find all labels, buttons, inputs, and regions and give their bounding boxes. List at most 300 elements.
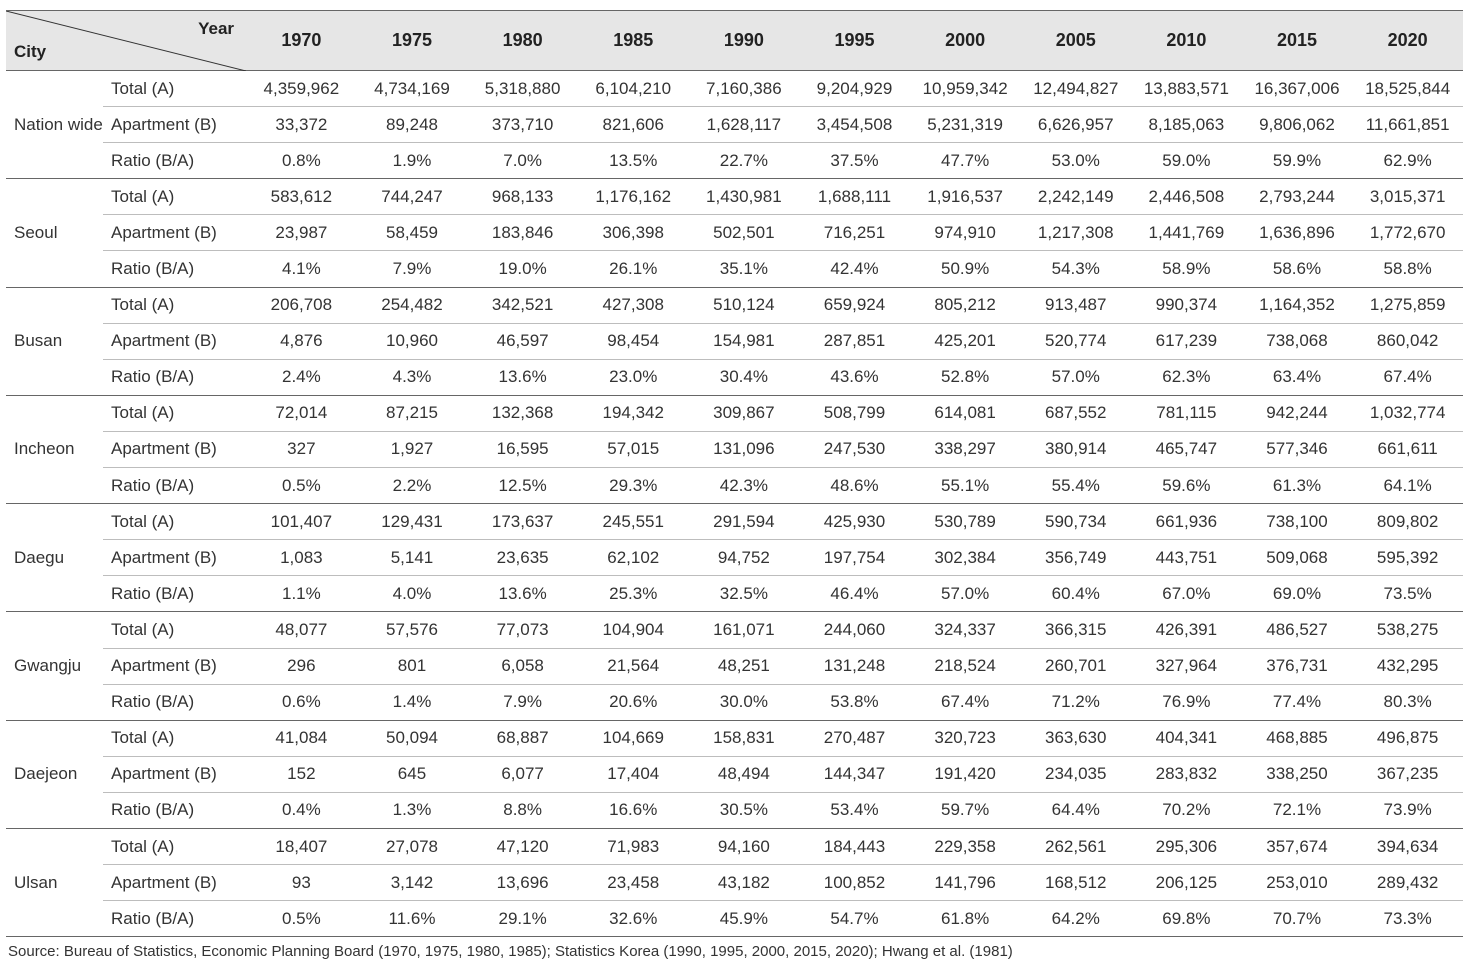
table-body (6, 71, 1463, 937)
value-cell: 1,176,162 (578, 179, 689, 215)
value-cell: 94,160 (689, 828, 800, 864)
city-cell: Seoul (6, 179, 103, 287)
value-cell: 468,885 (1242, 720, 1353, 756)
value-cell: 3,454,508 (799, 107, 910, 143)
value-cell: 5,141 (357, 540, 468, 576)
value-cell: 93 (246, 865, 357, 901)
year-header: 1995 (799, 11, 910, 71)
value-cell: 20.6% (578, 684, 689, 720)
metric-label: Ratio (B/A) (103, 251, 246, 287)
value-cell: 327,964 (1131, 648, 1242, 684)
table-row (6, 720, 1463, 756)
value-cell: 46.4% (799, 576, 910, 612)
value-cell: 29.3% (578, 468, 689, 504)
value-cell: 18,525,844 (1352, 71, 1463, 107)
value-cell: 132,368 (467, 395, 578, 431)
header-row (6, 11, 1463, 71)
value-cell: 89,248 (357, 107, 468, 143)
value-cell: 18,407 (246, 828, 357, 864)
table-row (6, 107, 1463, 143)
value-cell: 432,295 (1352, 648, 1463, 684)
metric-label: Ratio (B/A) (103, 684, 246, 720)
value-cell: 860,042 (1352, 323, 1463, 359)
value-cell: 538,275 (1352, 612, 1463, 648)
value-cell: 62,102 (578, 540, 689, 576)
value-cell: 244,060 (799, 612, 910, 648)
value-cell: 194,342 (578, 395, 689, 431)
city-cell: Incheon (6, 395, 103, 503)
table-row (6, 251, 1463, 287)
value-cell: 58.8% (1352, 251, 1463, 287)
value-cell: 254,482 (357, 287, 468, 323)
value-cell: 10,959,342 (910, 71, 1021, 107)
value-cell: 57.0% (1020, 359, 1131, 395)
value-cell: 486,527 (1242, 612, 1353, 648)
table-row (6, 865, 1463, 901)
value-cell: 71,983 (578, 828, 689, 864)
value-cell: 1,083 (246, 540, 357, 576)
year-header: 2000 (910, 11, 1021, 71)
value-cell: 661,936 (1131, 504, 1242, 540)
value-cell: 42.3% (689, 468, 800, 504)
value-cell: 10,960 (357, 323, 468, 359)
value-cell: 9,806,062 (1242, 107, 1353, 143)
value-cell: 154,981 (689, 323, 800, 359)
value-cell: 191,420 (910, 756, 1021, 792)
table-row (6, 828, 1463, 864)
value-cell: 661,611 (1352, 431, 1463, 467)
value-cell: 4,734,169 (357, 71, 468, 107)
value-cell: 6,626,957 (1020, 107, 1131, 143)
value-cell: 6,104,210 (578, 71, 689, 107)
city-cell: Daegu (6, 504, 103, 612)
value-cell: 595,392 (1352, 540, 1463, 576)
value-cell: 6,077 (467, 756, 578, 792)
value-cell: 53.0% (1020, 143, 1131, 179)
value-cell: 2,242,149 (1020, 179, 1131, 215)
value-cell: 98,454 (578, 323, 689, 359)
value-cell: 0.6% (246, 684, 357, 720)
value-cell: 738,100 (1242, 504, 1353, 540)
value-cell: 13,696 (467, 865, 578, 901)
value-cell: 32.5% (689, 576, 800, 612)
value-cell: 57,015 (578, 431, 689, 467)
value-cell: 70.7% (1242, 901, 1353, 937)
year-header: 1990 (689, 11, 800, 71)
value-cell: 7,160,386 (689, 71, 800, 107)
value-cell: 1,441,769 (1131, 215, 1242, 251)
value-cell: 425,201 (910, 323, 1021, 359)
value-cell: 68,887 (467, 720, 578, 756)
value-cell: 47,120 (467, 828, 578, 864)
value-cell: 21,564 (578, 648, 689, 684)
value-cell: 59.6% (1131, 468, 1242, 504)
value-cell: 302,384 (910, 540, 1021, 576)
value-cell: 262,561 (1020, 828, 1131, 864)
value-cell: 1.3% (357, 792, 468, 828)
table-row (6, 612, 1463, 648)
value-cell: 144,347 (799, 756, 910, 792)
value-cell: 289,432 (1352, 865, 1463, 901)
value-cell: 394,634 (1352, 828, 1463, 864)
value-cell: 53.4% (799, 792, 910, 828)
metric-label: Ratio (B/A) (103, 792, 246, 828)
table-row (6, 901, 1463, 937)
value-cell: 287,851 (799, 323, 910, 359)
value-cell: 8,185,063 (1131, 107, 1242, 143)
value-cell: 12.5% (467, 468, 578, 504)
value-cell: 16.6% (578, 792, 689, 828)
value-cell: 100,852 (799, 865, 910, 901)
value-cell: 69.8% (1131, 901, 1242, 937)
value-cell: 968,133 (467, 179, 578, 215)
value-cell: 0.5% (246, 468, 357, 504)
value-cell: 296 (246, 648, 357, 684)
value-cell: 62.9% (1352, 143, 1463, 179)
value-cell: 1,430,981 (689, 179, 800, 215)
value-cell: 55.1% (910, 468, 1021, 504)
value-cell: 30.0% (689, 684, 800, 720)
value-cell: 45.9% (689, 901, 800, 937)
value-cell: 35.1% (689, 251, 800, 287)
year-header: 1975 (357, 11, 468, 71)
value-cell: 0.4% (246, 792, 357, 828)
value-cell: 1,217,308 (1020, 215, 1131, 251)
value-cell: 46,597 (467, 323, 578, 359)
value-cell: 283,832 (1131, 756, 1242, 792)
value-cell: 71.2% (1020, 684, 1131, 720)
value-cell: 50,094 (357, 720, 468, 756)
value-cell: 218,524 (910, 648, 1021, 684)
value-cell: 809,802 (1352, 504, 1463, 540)
value-cell: 738,068 (1242, 323, 1353, 359)
value-cell: 50.9% (910, 251, 1021, 287)
value-cell: 357,674 (1242, 828, 1353, 864)
value-cell: 48,077 (246, 612, 357, 648)
year-header: 1980 (467, 11, 578, 71)
metric-label: Total (A) (103, 395, 246, 431)
table-row (6, 504, 1463, 540)
value-cell: 141,796 (910, 865, 1021, 901)
value-cell: 72.1% (1242, 792, 1353, 828)
value-cell: 13.5% (578, 143, 689, 179)
value-cell: 23,635 (467, 540, 578, 576)
value-cell: 26.1% (578, 251, 689, 287)
value-cell: 77.4% (1242, 684, 1353, 720)
value-cell: 805,212 (910, 287, 1021, 323)
value-cell: 376,731 (1242, 648, 1353, 684)
value-cell: 5,231,319 (910, 107, 1021, 143)
value-cell: 617,239 (1131, 323, 1242, 359)
value-cell: 342,521 (467, 287, 578, 323)
value-cell: 2,793,244 (1242, 179, 1353, 215)
value-cell: 59.7% (910, 792, 1021, 828)
value-cell: 309,867 (689, 395, 800, 431)
value-cell: 22.7% (689, 143, 800, 179)
city-label: City (14, 42, 47, 61)
value-cell: 76.9% (1131, 684, 1242, 720)
corner-header (6, 11, 246, 71)
value-cell: 11,661,851 (1352, 107, 1463, 143)
value-cell: 23,458 (578, 865, 689, 901)
value-cell: 583,612 (246, 179, 357, 215)
city-cell: Daejeon (6, 720, 103, 828)
value-cell: 1,772,670 (1352, 215, 1463, 251)
value-cell: 1,688,111 (799, 179, 910, 215)
value-cell: 821,606 (578, 107, 689, 143)
value-cell: 206,125 (1131, 865, 1242, 901)
value-cell: 64.1% (1352, 468, 1463, 504)
value-cell: 9,204,929 (799, 71, 910, 107)
value-cell: 11.6% (357, 901, 468, 937)
metric-label: Total (A) (103, 612, 246, 648)
value-cell: 306,398 (578, 215, 689, 251)
value-cell: 4.0% (357, 576, 468, 612)
value-cell: 131,248 (799, 648, 910, 684)
value-cell: 104,669 (578, 720, 689, 756)
table-row (6, 215, 1463, 251)
metric-label: Ratio (B/A) (103, 468, 246, 504)
value-cell: 58.6% (1242, 251, 1353, 287)
value-cell: 13.6% (467, 576, 578, 612)
value-cell: 1,636,896 (1242, 215, 1353, 251)
value-cell: 73.5% (1352, 576, 1463, 612)
value-cell: 338,250 (1242, 756, 1353, 792)
value-cell: 520,774 (1020, 323, 1131, 359)
value-cell: 168,512 (1020, 865, 1131, 901)
year-header: 2010 (1131, 11, 1242, 71)
value-cell: 363,630 (1020, 720, 1131, 756)
value-cell: 43.6% (799, 359, 910, 395)
value-cell: 19.0% (467, 251, 578, 287)
value-cell: 54.3% (1020, 251, 1131, 287)
table-row (6, 468, 1463, 504)
value-cell: 77,073 (467, 612, 578, 648)
value-cell: 72,014 (246, 395, 357, 431)
value-cell: 1.4% (357, 684, 468, 720)
value-cell: 6,058 (467, 648, 578, 684)
value-cell: 3,142 (357, 865, 468, 901)
value-cell: 161,071 (689, 612, 800, 648)
metric-label: Apartment (B) (103, 431, 246, 467)
value-cell: 101,407 (246, 504, 357, 540)
value-cell: 41,084 (246, 720, 357, 756)
value-cell: 61.3% (1242, 468, 1353, 504)
metric-label: Apartment (B) (103, 648, 246, 684)
value-cell: 30.5% (689, 792, 800, 828)
table-row (6, 287, 1463, 323)
value-cell: 60.4% (1020, 576, 1131, 612)
value-cell: 55.4% (1020, 468, 1131, 504)
value-cell: 327 (246, 431, 357, 467)
value-cell: 614,081 (910, 395, 1021, 431)
value-cell: 4,876 (246, 323, 357, 359)
value-cell: 913,487 (1020, 287, 1131, 323)
metric-label: Total (A) (103, 287, 246, 323)
value-cell: 152 (246, 756, 357, 792)
value-cell: 530,789 (910, 504, 1021, 540)
value-cell: 70.2% (1131, 792, 1242, 828)
table-row (6, 143, 1463, 179)
value-cell: 23,987 (246, 215, 357, 251)
value-cell: 61.8% (910, 901, 1021, 937)
metric-label: Apartment (B) (103, 323, 246, 359)
value-cell: 59.0% (1131, 143, 1242, 179)
value-cell: 12,494,827 (1020, 71, 1131, 107)
value-cell: 0.5% (246, 901, 357, 937)
value-cell: 67.0% (1131, 576, 1242, 612)
value-cell: 260,701 (1020, 648, 1131, 684)
value-cell: 509,068 (1242, 540, 1353, 576)
value-cell: 5,318,880 (467, 71, 578, 107)
value-cell: 13,883,571 (1131, 71, 1242, 107)
metric-label: Apartment (B) (103, 756, 246, 792)
value-cell: 510,124 (689, 287, 800, 323)
value-cell: 1,927 (357, 431, 468, 467)
value-cell: 1,628,117 (689, 107, 800, 143)
value-cell: 338,297 (910, 431, 1021, 467)
value-cell: 63.4% (1242, 359, 1353, 395)
value-cell: 1,916,537 (910, 179, 1021, 215)
value-cell: 73.9% (1352, 792, 1463, 828)
year-header: 2015 (1242, 11, 1353, 71)
source-note: Source: Bureau of Statistics, Economic Planning Board (1970, 1975, 1980, 1985); Statistics Korea (1990, 1995, 2000, 2015, 2020); Hwang et al. (1981) (8, 943, 1013, 960)
value-cell: 1,032,774 (1352, 395, 1463, 431)
value-cell: 37.5% (799, 143, 910, 179)
value-cell: 64.2% (1020, 901, 1131, 937)
value-cell: 645 (357, 756, 468, 792)
value-cell: 67.4% (1352, 359, 1463, 395)
value-cell: 716,251 (799, 215, 910, 251)
value-cell: 270,487 (799, 720, 910, 756)
value-cell: 659,924 (799, 287, 910, 323)
city-cell: Nation wide (6, 71, 103, 179)
value-cell: 7.0% (467, 143, 578, 179)
value-cell: 0.8% (246, 143, 357, 179)
value-cell: 2.4% (246, 359, 357, 395)
year-header: 2020 (1352, 11, 1463, 71)
value-cell: 173,637 (467, 504, 578, 540)
value-cell: 380,914 (1020, 431, 1131, 467)
value-cell: 29.1% (467, 901, 578, 937)
value-cell: 184,443 (799, 828, 910, 864)
value-cell: 206,708 (246, 287, 357, 323)
value-cell: 427,308 (578, 287, 689, 323)
value-cell: 25.3% (578, 576, 689, 612)
value-cell: 1,275,859 (1352, 287, 1463, 323)
value-cell: 3,015,371 (1352, 179, 1463, 215)
value-cell: 367,235 (1352, 756, 1463, 792)
value-cell: 87,215 (357, 395, 468, 431)
year-header: 1970 (246, 11, 357, 71)
value-cell: 1,164,352 (1242, 287, 1353, 323)
value-cell: 320,723 (910, 720, 1021, 756)
value-cell: 324,337 (910, 612, 1021, 648)
table-row (6, 179, 1463, 215)
metric-label: Ratio (B/A) (103, 359, 246, 395)
value-cell: 73.3% (1352, 901, 1463, 937)
value-cell: 942,244 (1242, 395, 1353, 431)
value-cell: 1.9% (357, 143, 468, 179)
value-cell: 496,875 (1352, 720, 1463, 756)
value-cell: 17,404 (578, 756, 689, 792)
value-cell: 48.6% (799, 468, 910, 504)
value-cell: 62.3% (1131, 359, 1242, 395)
value-cell: 48,251 (689, 648, 800, 684)
value-cell: 781,115 (1131, 395, 1242, 431)
value-cell: 13.6% (467, 359, 578, 395)
table-row (6, 756, 1463, 792)
value-cell: 247,530 (799, 431, 910, 467)
value-cell: 23.0% (578, 359, 689, 395)
value-cell: 990,374 (1131, 287, 1242, 323)
value-cell: 43,182 (689, 865, 800, 901)
value-cell: 4.1% (246, 251, 357, 287)
value-cell: 425,930 (799, 504, 910, 540)
value-cell: 2.2% (357, 468, 468, 504)
value-cell: 16,595 (467, 431, 578, 467)
metric-label: Apartment (B) (103, 107, 246, 143)
value-cell: 57.0% (910, 576, 1021, 612)
value-cell: 373,710 (467, 107, 578, 143)
metric-label: Ratio (B/A) (103, 143, 246, 179)
value-cell: 426,391 (1131, 612, 1242, 648)
value-cell: 54.7% (799, 901, 910, 937)
value-cell: 129,431 (357, 504, 468, 540)
value-cell: 67.4% (910, 684, 1021, 720)
year-label: Year (198, 19, 235, 38)
value-cell: 404,341 (1131, 720, 1242, 756)
value-cell: 58,459 (357, 215, 468, 251)
table-row (6, 648, 1463, 684)
year-header: 1985 (578, 11, 689, 71)
value-cell: 356,749 (1020, 540, 1131, 576)
value-cell: 234,035 (1020, 756, 1131, 792)
value-cell: 245,551 (578, 504, 689, 540)
table-row (6, 576, 1463, 612)
value-cell: 53.8% (799, 684, 910, 720)
value-cell: 48,494 (689, 756, 800, 792)
table-row (6, 395, 1463, 431)
value-cell: 4.3% (357, 359, 468, 395)
value-cell: 58.9% (1131, 251, 1242, 287)
value-cell: 291,594 (689, 504, 800, 540)
metric-label: Ratio (B/A) (103, 576, 246, 612)
value-cell: 131,096 (689, 431, 800, 467)
metric-label: Total (A) (103, 504, 246, 540)
value-cell: 366,315 (1020, 612, 1131, 648)
value-cell: 229,358 (910, 828, 1021, 864)
value-cell: 508,799 (799, 395, 910, 431)
table-row (6, 71, 1463, 107)
city-cell: Busan (6, 287, 103, 395)
city-cell: Gwangju (6, 612, 103, 720)
value-cell: 4,359,962 (246, 71, 357, 107)
value-cell: 443,751 (1131, 540, 1242, 576)
value-cell: 183,846 (467, 215, 578, 251)
metric-label: Total (A) (103, 179, 246, 215)
metric-label: Apartment (B) (103, 215, 246, 251)
table-row (6, 684, 1463, 720)
value-cell: 42.4% (799, 251, 910, 287)
city-cell: Ulsan (6, 828, 103, 936)
value-cell: 52.8% (910, 359, 1021, 395)
table-row (6, 359, 1463, 395)
value-cell: 801 (357, 648, 468, 684)
metric-label: Total (A) (103, 720, 246, 756)
value-cell: 27,078 (357, 828, 468, 864)
value-cell: 974,910 (910, 215, 1021, 251)
